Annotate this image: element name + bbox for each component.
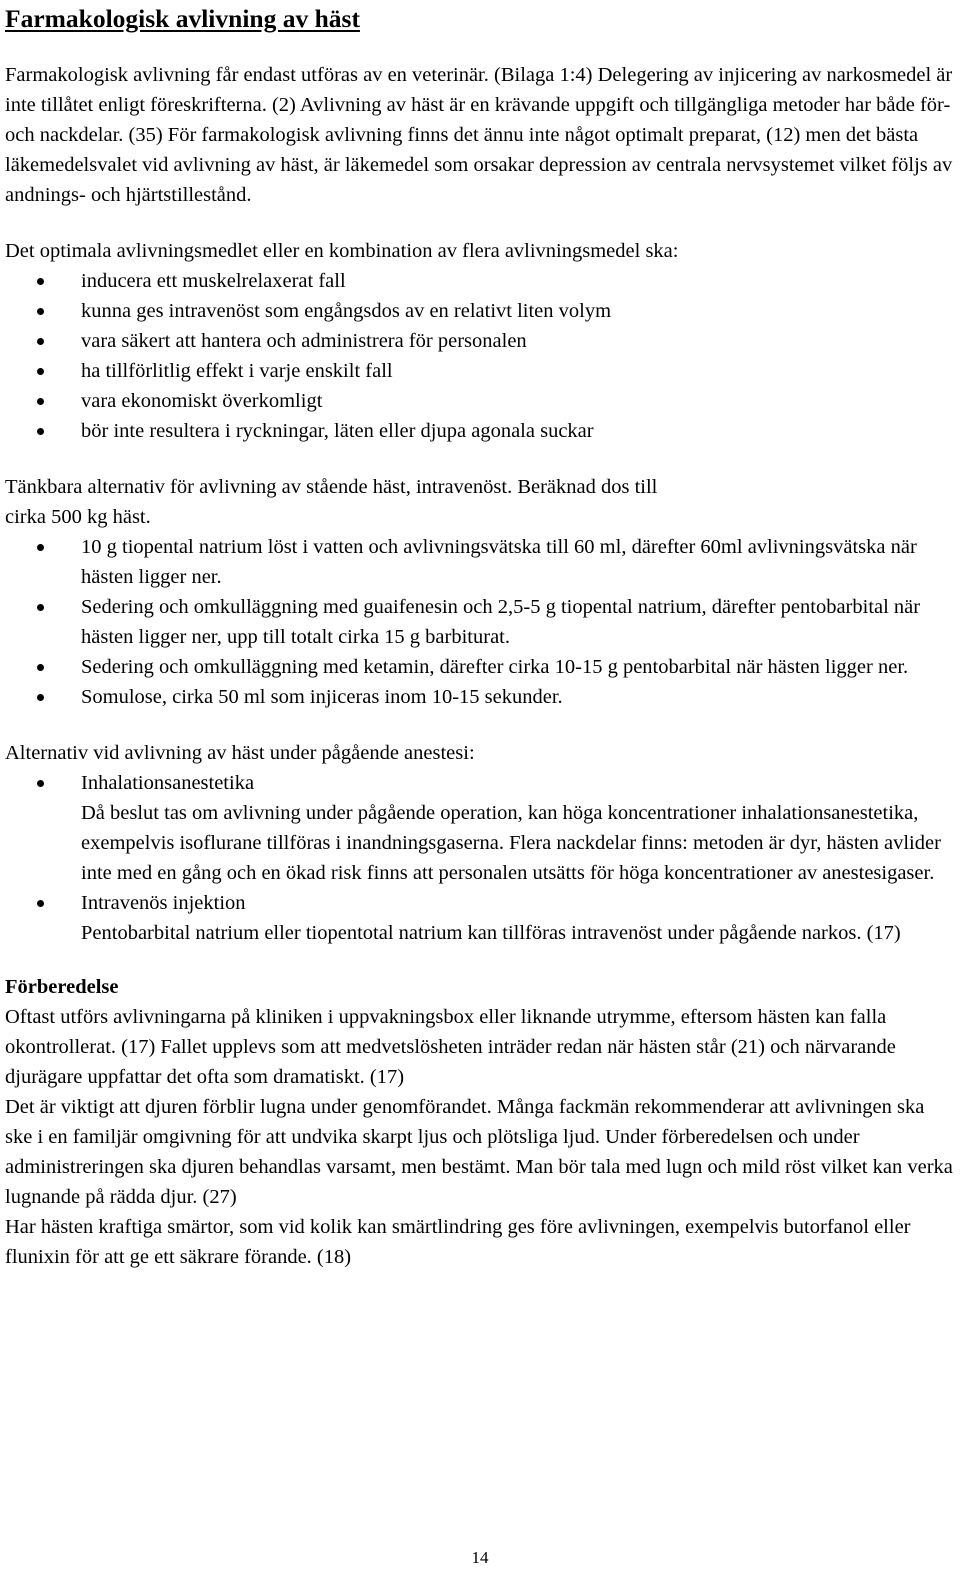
bullet-icon	[37, 780, 44, 787]
list-item: kunna ges intravenöst som engångsdos av en relativt liten volym	[5, 296, 955, 326]
page-title: Farmakologisk avlivning av häst	[5, 4, 360, 33]
anesthesia-item-text: Pentobarbital natrium eller tiopentotal natrium kan tillföras intravenöst under pågående narkos. (17)	[81, 922, 901, 944]
preparation-section	[5, 972, 955, 1272]
bullet-icon	[37, 900, 44, 907]
anesthesia-lead: Alternativ vid avlivning av häst under pågående anestesi:	[5, 742, 475, 764]
list-item: vara ekonomiskt överkomligt	[5, 386, 955, 416]
bullet-icon	[37, 604, 44, 611]
list-item: 10 g tiopental natrium löst i vatten och avlivningsvätska till 60 ml, därefter 60ml avlivningsvätska när hästen ligger ner.	[5, 532, 955, 592]
anesthesia-item-text: Då beslut tas om avlivning under pågående operation, kan höga koncentrationer inhalationsanestetika, exempelvis isoflurane tillföras i inandningsgaserna. Flera nackdelar finns: metoden är dyr, hästen avlider inte med en gång och en ökad risk finns att personalen utsätts för höga koncentrationer av anestesigaser.	[81, 802, 941, 884]
requirements-section	[5, 236, 955, 446]
list-item	[5, 768, 955, 888]
standing-horse-lead-line1: Tänkbara alternativ för avlivning av stående häst, intravenöst. Beräknad dos till	[5, 476, 658, 498]
bullet-icon	[37, 428, 44, 435]
intro-paragraph: Farmakologisk avlivning får endast utföras av en veterinär. (Bilaga 1:4) Delegering av injicering av narkosmedel är inte tillåtet enligt föreskrifterna. (2) Avlivning av häst är en krävande uppgift och tillgängliga metoder har både för- och nackdelar. (35) För farmakologisk avlivning finns det ännu inte något optimalt preparat, (12) men det bästa läkemedelsvalet vid avlivning av häst, är läkemedel som orsakar depression av centrala nervsystemet vilket följs av andnings- och hjärtstillestånd.	[5, 64, 953, 206]
bullet-icon	[37, 544, 44, 551]
list-item: bör inte resultera i ryckningar, läten eller djupa agonala suckar	[5, 416, 955, 446]
anesthesia-section	[5, 738, 955, 948]
standing-horse-section	[5, 472, 955, 712]
preparation-paragraph: Oftast utförs avlivningarna på kliniken i uppvakningsbox eller liknande utrymme, eftersom hästen kan falla okontrollerat. (17) Fallet upplevs som att medvetslösheten inträder redan när hästen står (21) och närvarande djurägare uppfattar det ofta som dramatiskt. (17)	[5, 1006, 896, 1088]
requirements-lead: Det optimala avlivningsmedlet eller en kombination av flera avlivningsmedel ska:	[5, 240, 679, 262]
requirements-list	[5, 266, 955, 446]
preparation-paragraph: Har hästen kraftiga smärtor, som vid kolik kan smärtlindring ges före avlivningen, exempelvis butorfanol eller flunixin för att ge ett säkrare förande. (18)	[5, 1216, 911, 1268]
bullet-icon	[37, 278, 44, 285]
bullet-icon	[37, 338, 44, 345]
list-item: Sedering och omkulläggning med ketamin, därefter cirka 10-15 g pentobarbital när hästen ligger ner.	[5, 652, 955, 682]
list-item: inducera ett muskelrelaxerat fall	[5, 266, 955, 296]
bullet-icon	[37, 368, 44, 375]
list-item: vara säkert att hantera och administrera för personalen	[5, 326, 955, 356]
standing-horse-list	[5, 532, 955, 712]
bullet-icon	[37, 398, 44, 405]
list-item: Somulose, cirka 50 ml som injiceras inom 10-15 sekunder.	[5, 682, 955, 712]
list-item: ha tillförlitlig effekt i varje enskilt fall	[5, 356, 955, 386]
bullet-icon	[37, 308, 44, 315]
page-number: 14	[471, 1548, 489, 1567]
list-item: Sedering och omkulläggning med guaifenesin och 2,5-5 g tiopental natrium, därefter pentobarbital när hästen ligger ner, upp till totalt cirka 15 g barbiturat.	[5, 592, 955, 652]
anesthesia-list	[5, 768, 955, 948]
preparation-heading: Förberedelse	[5, 976, 119, 998]
preparation-paragraph: Det är viktigt att djuren förblir lugna under genomförandet. Många fackmän rekommenderar att avlivningen ska ske i en familjär omgivning för att undvika skarpt ljus och plötsliga ljud. Under förberedelsen och under administreringen ska djuren behandlas varsamt, men bestämt. Man bör tala med lugn och mild röst vilket kan verka lugnande på rädda djur. (27)	[5, 1096, 953, 1208]
list-item	[5, 888, 955, 948]
document-page	[5, 0, 955, 1272]
bullet-icon	[37, 694, 44, 701]
anesthesia-item-title: Inhalationsanestetika	[81, 772, 255, 794]
bullet-icon	[37, 664, 44, 671]
anesthesia-item-title: Intravenös injektion	[81, 892, 246, 914]
standing-horse-lead-line2: cirka 500 kg häst.	[5, 506, 151, 528]
